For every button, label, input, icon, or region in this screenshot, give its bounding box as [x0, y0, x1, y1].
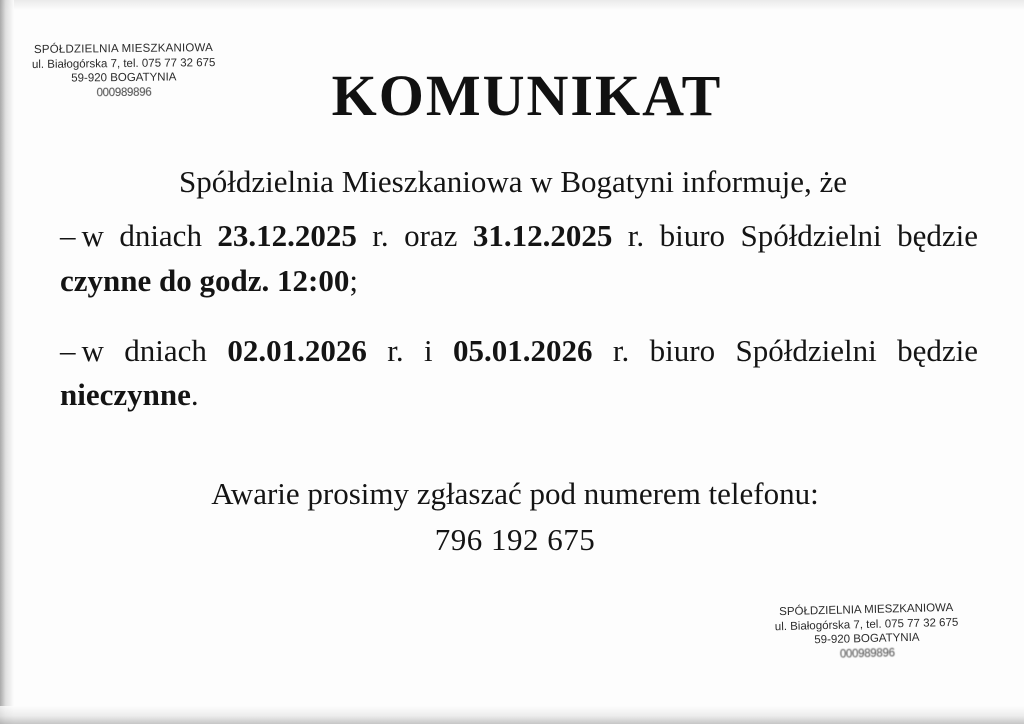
clause-2-emphasis: nieczynne	[60, 377, 191, 413]
clause-1-mid-1: r. oraz	[356, 218, 473, 254]
clause-2-text-before: w dniach	[81, 332, 228, 368]
clause-2-text-after: .	[190, 377, 199, 413]
failures-paragraph: Awarie prosimy zgłaszać pod numerem telefonu:	[211, 475, 819, 511]
phone-number: 796 192 675	[434, 521, 596, 557]
clause-1-text-before: w dniach	[81, 218, 218, 254]
header-stamp-line-2: ul. Białogórska 7, tel. 075 77 32 675	[31, 56, 216, 71]
clause-1-date-2: 31.12.2025	[472, 218, 613, 254]
document-body	[58, 160, 978, 562]
clause-1-date-1: 23.12.2025	[217, 218, 357, 254]
clause-2-mid-1: r. i	[366, 332, 453, 368]
clause-2	[58, 329, 978, 418]
header-stamp-line-1: SPÓŁDZIELNIA MIESZKANIOWA	[33, 42, 214, 56]
clause-2-mid-2: r. biuro Spółdzielni będzie	[592, 332, 978, 368]
footer-stamp-line-1: SPÓŁDZIELNIA MIESZKANIOWA	[778, 602, 953, 619]
clause-1-dash: –	[60, 218, 76, 254]
clause-1-mid-2: r. biuro Spółdzielni będzie	[612, 218, 978, 254]
header-stamp-line-4: 000989896	[96, 86, 152, 100]
intro-paragraph: Spółdzielnia Mieszkaniowa w Bogatyni informuje, że	[178, 164, 848, 199]
header-stamp-line-3: 59-920 BOGATYNIA	[71, 71, 177, 85]
footer-stamp-line-3: 59-920 BOGATYNIA	[813, 632, 920, 647]
footer-stamp-line-4: 000989896	[839, 647, 895, 661]
clause-1-emphasis: czynne do godz. 12:00	[60, 262, 350, 298]
footer-stamp-line-2: ul. Białogórska 7, tel. 075 77 32 675	[774, 616, 958, 634]
scan-edge-bottom	[0, 706, 1024, 724]
clause-1-text-after: ;	[349, 262, 358, 298]
clause-2-date-1: 02.01.2026	[227, 332, 367, 368]
scan-edge-top	[0, 0, 1024, 10]
clause-2-date-2: 05.01.2026	[453, 332, 593, 368]
footer-stamp	[774, 601, 959, 664]
clause-2-dash: –	[60, 332, 76, 368]
page-title: KOMUNIKAT	[331, 63, 723, 128]
clause-1	[58, 214, 978, 303]
